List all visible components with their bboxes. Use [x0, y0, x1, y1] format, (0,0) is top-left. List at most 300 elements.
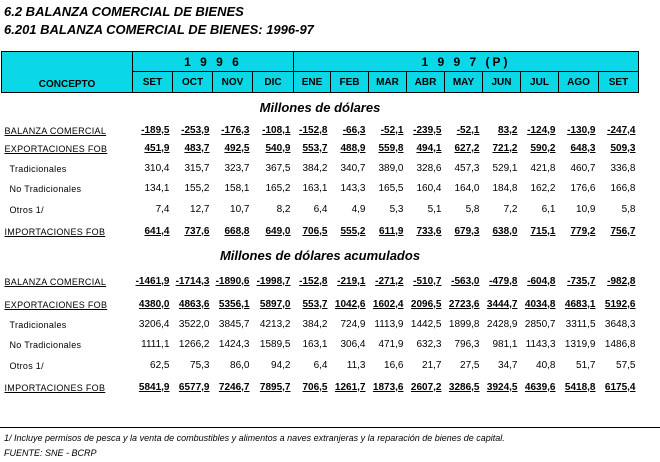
month-header: ABR — [407, 72, 445, 93]
cell-value: 336,8 — [610, 163, 636, 174]
table-cell — [133, 159, 173, 179]
cell-value: 27,5 — [460, 360, 480, 371]
table-row — [2, 179, 639, 199]
cell-value: 421,8 — [530, 163, 556, 174]
cell-value: 706,5 — [302, 226, 328, 237]
table-cell — [173, 221, 213, 243]
cell-value: 158,1 — [224, 183, 250, 194]
row-label-text: Tradicionales — [9, 319, 67, 330]
cell-value: 94,2 — [271, 360, 291, 371]
table-cell — [253, 139, 294, 159]
cell-value: 1111,1 — [141, 339, 170, 350]
row-label — [2, 335, 133, 355]
cell-value: 11,3 — [346, 360, 366, 371]
cell-value: 529,1 — [492, 163, 518, 174]
table-cell — [407, 295, 445, 315]
cell-value: 737,6 — [184, 226, 210, 237]
table-cell — [133, 199, 173, 221]
cell-value: 627,2 — [454, 143, 480, 154]
table-cell — [369, 377, 407, 399]
table-cell — [559, 335, 599, 355]
section-heading: Millones de dólares acumulados — [219, 248, 421, 263]
cell-value: 163,1 — [302, 339, 328, 350]
table-cell — [133, 377, 173, 399]
table-cell — [253, 335, 294, 355]
table-cell — [213, 159, 253, 179]
cell-value: 457,3 — [454, 163, 480, 174]
year-1996-header: 1 9 9 6 — [133, 52, 294, 72]
table-cell — [521, 295, 559, 315]
table-cell — [445, 159, 483, 179]
table-cell — [294, 377, 331, 399]
table-row — [2, 315, 639, 335]
cell-value: 460,7 — [570, 163, 596, 174]
table-cell — [521, 269, 559, 295]
cell-value: -982,8 — [607, 276, 636, 287]
cell-value: 3286,5 — [448, 382, 480, 393]
row-label-text: Tradicionales — [9, 163, 67, 174]
table-cell — [253, 377, 294, 399]
cell-value: -108,1 — [262, 125, 291, 136]
table-cell — [173, 355, 213, 377]
cell-value: 163,1 — [302, 183, 328, 194]
table-cell — [599, 295, 639, 315]
row-label — [2, 315, 133, 335]
cell-value: -239,5 — [413, 125, 442, 136]
table-title: 6.201 BALANZA COMERCIAL DE BIENES: 1996-97 — [4, 22, 314, 37]
cell-value: -1714,3 — [175, 276, 210, 287]
cell-value: 310,4 — [144, 163, 170, 174]
table-cell — [253, 355, 294, 377]
table-cell — [133, 139, 173, 159]
table-cell — [559, 199, 599, 221]
table-row — [2, 123, 639, 139]
cell-value: 184,8 — [492, 183, 518, 194]
cell-value: -253,9 — [181, 125, 210, 136]
table-cell — [133, 355, 173, 377]
table-cell — [445, 269, 483, 295]
cell-value: 4,9 — [351, 204, 366, 215]
table-cell — [331, 377, 369, 399]
cell-value: 668,8 — [224, 226, 250, 237]
table-cell — [331, 221, 369, 243]
table-cell — [599, 123, 639, 139]
table-cell — [559, 123, 599, 139]
table-cell — [407, 159, 445, 179]
cell-value: -66,3 — [342, 125, 366, 136]
footer-rule — [0, 427, 660, 428]
table-cell — [483, 315, 521, 335]
cell-value: 165,2 — [265, 183, 291, 194]
cell-value: -479,8 — [489, 276, 518, 287]
cell-value: 2723,6 — [448, 299, 480, 310]
table-cell — [521, 139, 559, 159]
cell-value: 4213,2 — [259, 319, 291, 330]
cell-value: 5192,6 — [604, 299, 636, 310]
cell-value: 492,5 — [224, 143, 250, 154]
table-cell — [294, 295, 331, 315]
table-cell — [521, 355, 559, 377]
cell-value: 638,0 — [492, 226, 518, 237]
table-cell — [133, 295, 173, 315]
cell-value: 553,7 — [302, 299, 328, 310]
cell-value: -152,8 — [299, 276, 328, 287]
table-row — [2, 377, 639, 399]
table-cell — [559, 377, 599, 399]
table-cell — [173, 377, 213, 399]
cell-value: 5,1 — [427, 204, 442, 215]
table-cell — [331, 139, 369, 159]
cell-value: 51,7 — [576, 360, 596, 371]
month-header: NOV — [213, 72, 253, 93]
cell-value: 540,9 — [265, 143, 291, 154]
row-label — [2, 139, 133, 159]
cell-value: 306,4 — [340, 339, 366, 350]
table-cell — [294, 315, 331, 335]
cell-value: 165,5 — [378, 183, 404, 194]
table-cell — [173, 199, 213, 221]
cell-value: 7,2 — [503, 204, 518, 215]
cell-value: 166,8 — [610, 183, 636, 194]
table-cell — [483, 159, 521, 179]
cell-value: 559,8 — [378, 143, 404, 154]
table-cell — [294, 179, 331, 199]
cell-value: 86,0 — [230, 360, 250, 371]
cell-value: 21,7 — [422, 360, 442, 371]
section-heading: Millones de dólares — [259, 100, 381, 116]
table-cell — [213, 221, 253, 243]
table-cell — [253, 295, 294, 315]
cell-value: 1266,2 — [178, 339, 210, 350]
cell-value: 5418,8 — [564, 382, 596, 393]
cell-value: 1602,4 — [372, 299, 404, 310]
cell-value: -1461,9 — [135, 276, 170, 287]
table-cell — [599, 269, 639, 295]
table-cell — [133, 179, 173, 199]
cell-value: 4380,0 — [138, 299, 170, 310]
table-cell — [173, 159, 213, 179]
month-header: SET — [599, 72, 639, 93]
table-cell — [173, 295, 213, 315]
cell-value: 724,9 — [340, 319, 366, 330]
table-cell — [213, 355, 253, 377]
cell-value: 715,1 — [530, 226, 556, 237]
table-cell — [445, 179, 483, 199]
cell-value: -510,7 — [413, 276, 442, 287]
row-label — [2, 123, 133, 139]
table-cell — [407, 123, 445, 139]
month-header: JUN — [483, 72, 521, 93]
table-cell — [445, 377, 483, 399]
table-row — [2, 335, 639, 355]
cell-value: 3311,5 — [565, 319, 596, 330]
cell-value: 6175,4 — [604, 382, 636, 393]
table-cell — [294, 269, 331, 295]
table-row — [2, 199, 639, 221]
table-cell — [521, 199, 559, 221]
table-cell — [559, 221, 599, 243]
table-cell — [369, 355, 407, 377]
table-cell — [483, 123, 521, 139]
cell-value: -247,4 — [607, 125, 636, 136]
cell-value: 779,2 — [570, 226, 596, 237]
cell-value: 1899,8 — [448, 319, 480, 330]
cell-value: 555,2 — [340, 226, 366, 237]
cell-value: 4034,8 — [524, 299, 556, 310]
row-label — [2, 179, 133, 199]
row-label-text: Otros 1/ — [9, 360, 44, 371]
cell-value: -1890,6 — [215, 276, 250, 287]
table-cell — [331, 123, 369, 139]
footnote: 1/ Incluye permisos de pesca y la venta de combustibles y alimentos a naves extranjeras y la reparación de bienes de capital. — [4, 433, 505, 443]
cell-value: -735,7 — [567, 276, 596, 287]
cell-value: 706,5 — [302, 382, 328, 393]
source-note: FUENTE: SNE - BCRP — [4, 448, 97, 458]
row-label — [2, 355, 133, 377]
cell-value: 632,3 — [416, 339, 442, 350]
table-cell — [369, 269, 407, 295]
cell-value: -52,1 — [456, 125, 480, 136]
table-cell — [407, 139, 445, 159]
table-row — [2, 221, 639, 243]
cell-value: -152,8 — [299, 125, 328, 136]
cell-value: 164,0 — [454, 183, 480, 194]
cell-value: 679,3 — [454, 226, 480, 237]
row-label-text: IMPORTACIONES FOB — [4, 226, 106, 237]
table-cell — [294, 139, 331, 159]
table-row — [2, 269, 639, 295]
table-cell — [599, 355, 639, 377]
cell-value: 611,9 — [379, 226, 404, 237]
table-cell — [445, 139, 483, 159]
table-cell — [369, 179, 407, 199]
cell-value: 143,3 — [340, 183, 366, 194]
table-cell — [213, 295, 253, 315]
cell-value: 5841,9 — [138, 382, 170, 393]
table-cell — [133, 221, 173, 243]
table-cell — [331, 159, 369, 179]
table-cell — [559, 315, 599, 335]
cell-value: 4639,6 — [524, 382, 556, 393]
cell-value: 721,2 — [492, 143, 518, 154]
table-cell — [294, 335, 331, 355]
cell-value: 1424,3 — [218, 339, 250, 350]
cell-value: 6577,9 — [178, 382, 210, 393]
table-cell — [599, 199, 639, 221]
cell-value: 2607,2 — [410, 382, 442, 393]
table-cell — [599, 315, 639, 335]
cell-value: 1319,9 — [564, 339, 596, 350]
cell-value: 649,0 — [265, 226, 291, 237]
table-cell — [521, 159, 559, 179]
cell-value: 384,2 — [302, 163, 328, 174]
cell-value: 155,2 — [184, 183, 210, 194]
cell-value: 323,7 — [224, 163, 250, 174]
cell-value: 1261,7 — [334, 382, 366, 393]
cell-value: 6,4 — [313, 360, 328, 371]
concepto-header: CONCEPTO — [2, 52, 133, 93]
cell-value: 7,4 — [155, 204, 170, 215]
cell-value: 34,7 — [498, 360, 518, 371]
year-1997-header: 1 9 9 7 (P) — [294, 52, 639, 72]
table-cell — [521, 123, 559, 139]
table-cell — [407, 179, 445, 199]
table-cell — [173, 269, 213, 295]
cell-value: -604,8 — [527, 276, 556, 287]
cell-value: -176,3 — [221, 125, 250, 136]
table-cell — [559, 139, 599, 159]
month-header: FEB — [331, 72, 369, 93]
cell-value: 384,2 — [302, 319, 328, 330]
cell-value: 3444,7 — [486, 299, 518, 310]
page-title: 6.2 BALANZA COMERCIAL DE BIENES — [4, 4, 244, 19]
cell-value: 1873,6 — [372, 382, 404, 393]
table-cell — [407, 221, 445, 243]
cell-value: 3924,5 — [486, 382, 518, 393]
month-header: MAY — [445, 72, 483, 93]
table-cell — [483, 199, 521, 221]
trade-balance-table — [1, 51, 639, 399]
table-cell — [445, 355, 483, 377]
cell-value: 6,4 — [313, 204, 328, 215]
row-label — [2, 221, 133, 243]
table-cell — [407, 355, 445, 377]
cell-value: 8,2 — [276, 204, 291, 215]
table-row — [2, 159, 639, 179]
cell-value: 5,8 — [621, 204, 636, 215]
table-cell — [331, 335, 369, 355]
table-cell — [483, 139, 521, 159]
table-cell — [559, 355, 599, 377]
cell-value: 5,8 — [465, 204, 480, 215]
table-cell — [173, 123, 213, 139]
table-cell — [253, 123, 294, 139]
cell-value: 471,9 — [378, 339, 404, 350]
cell-value: 483,7 — [184, 143, 210, 154]
table-cell — [369, 123, 407, 139]
table-cell — [213, 139, 253, 159]
table-cell — [173, 139, 213, 159]
table-cell — [559, 295, 599, 315]
cell-value: -271,2 — [375, 276, 404, 287]
month-header: ENE — [294, 72, 331, 93]
cell-value: 1589,5 — [259, 339, 291, 350]
table-cell — [407, 199, 445, 221]
table-cell — [445, 295, 483, 315]
table-cell — [369, 139, 407, 159]
table-cell — [331, 295, 369, 315]
row-label — [2, 377, 133, 399]
cell-value: 160,4 — [416, 183, 442, 194]
cell-value: 10,9 — [576, 204, 596, 215]
cell-value: -124,9 — [527, 125, 556, 136]
row-label — [2, 159, 133, 179]
cell-value: 733,6 — [416, 226, 442, 237]
table-cell — [407, 377, 445, 399]
cell-value: 62,5 — [150, 360, 170, 371]
table-cell — [559, 159, 599, 179]
table-cell — [407, 315, 445, 335]
row-label-text: EXPORTACIONES FOB — [4, 143, 108, 154]
table-cell — [483, 295, 521, 315]
table-cell — [133, 315, 173, 335]
cell-value: 3845,7 — [218, 319, 250, 330]
table-cell — [213, 335, 253, 355]
cell-value: 641,4 — [144, 226, 170, 237]
cell-value: 83,2 — [498, 125, 518, 136]
cell-value: 3206,4 — [138, 319, 170, 330]
table-cell — [599, 377, 639, 399]
cell-value: 5,3 — [389, 204, 404, 215]
table-cell — [294, 199, 331, 221]
month-header: SET — [133, 72, 173, 93]
row-label-text: IMPORTACIONES FOB — [4, 382, 106, 393]
row-label-text: No Tradicionales — [9, 183, 82, 194]
table-cell — [331, 269, 369, 295]
table-cell — [253, 199, 294, 221]
table-cell — [331, 315, 369, 335]
cell-value: 4863,6 — [178, 299, 210, 310]
cell-value: 1442,5 — [410, 319, 442, 330]
row-label-text: EXPORTACIONES FOB — [4, 299, 108, 310]
table-cell — [445, 335, 483, 355]
cell-value: 6,1 — [541, 204, 556, 215]
cell-value: 590,2 — [530, 143, 556, 154]
table-cell — [521, 315, 559, 335]
cell-value: 1042,6 — [334, 299, 366, 310]
cell-value: 1486,8 — [604, 339, 636, 350]
cell-value: 5356,1 — [218, 299, 250, 310]
cell-value: 2096,5 — [410, 299, 442, 310]
cell-value: 488,9 — [340, 143, 366, 154]
cell-value: 2428,9 — [486, 319, 518, 330]
cell-value: 756,7 — [610, 226, 636, 237]
table-cell — [445, 199, 483, 221]
table-row — [2, 355, 639, 377]
cell-value: 553,7 — [302, 143, 328, 154]
table-cell — [133, 335, 173, 355]
table-cell — [521, 179, 559, 199]
table-cell — [599, 221, 639, 243]
table-cell — [213, 315, 253, 335]
table-cell — [253, 159, 294, 179]
table-cell — [253, 315, 294, 335]
cell-value: 3522,0 — [178, 319, 210, 330]
month-header: MAR — [369, 72, 407, 93]
cell-value: 2850,7 — [524, 319, 556, 330]
month-header: DIC — [253, 72, 294, 93]
cell-value: -52,1 — [380, 125, 404, 136]
row-label — [2, 199, 133, 221]
cell-value: 3648,3 — [604, 319, 636, 330]
cell-value: 389,0 — [378, 163, 404, 174]
cell-value: 7246,7 — [218, 382, 250, 393]
table-row — [2, 295, 639, 315]
cell-value: 10,7 — [230, 204, 250, 215]
table-cell — [521, 335, 559, 355]
table-cell — [445, 315, 483, 335]
cell-value: 4683,1 — [564, 299, 596, 310]
cell-value: 1143,3 — [525, 339, 556, 350]
cell-value: 494,1 — [416, 143, 442, 154]
table-cell — [331, 179, 369, 199]
table-cell — [213, 123, 253, 139]
table-cell — [559, 269, 599, 295]
cell-value: 12,7 — [190, 204, 210, 215]
table-cell — [294, 123, 331, 139]
cell-value: 40,8 — [536, 360, 556, 371]
table-cell — [213, 377, 253, 399]
